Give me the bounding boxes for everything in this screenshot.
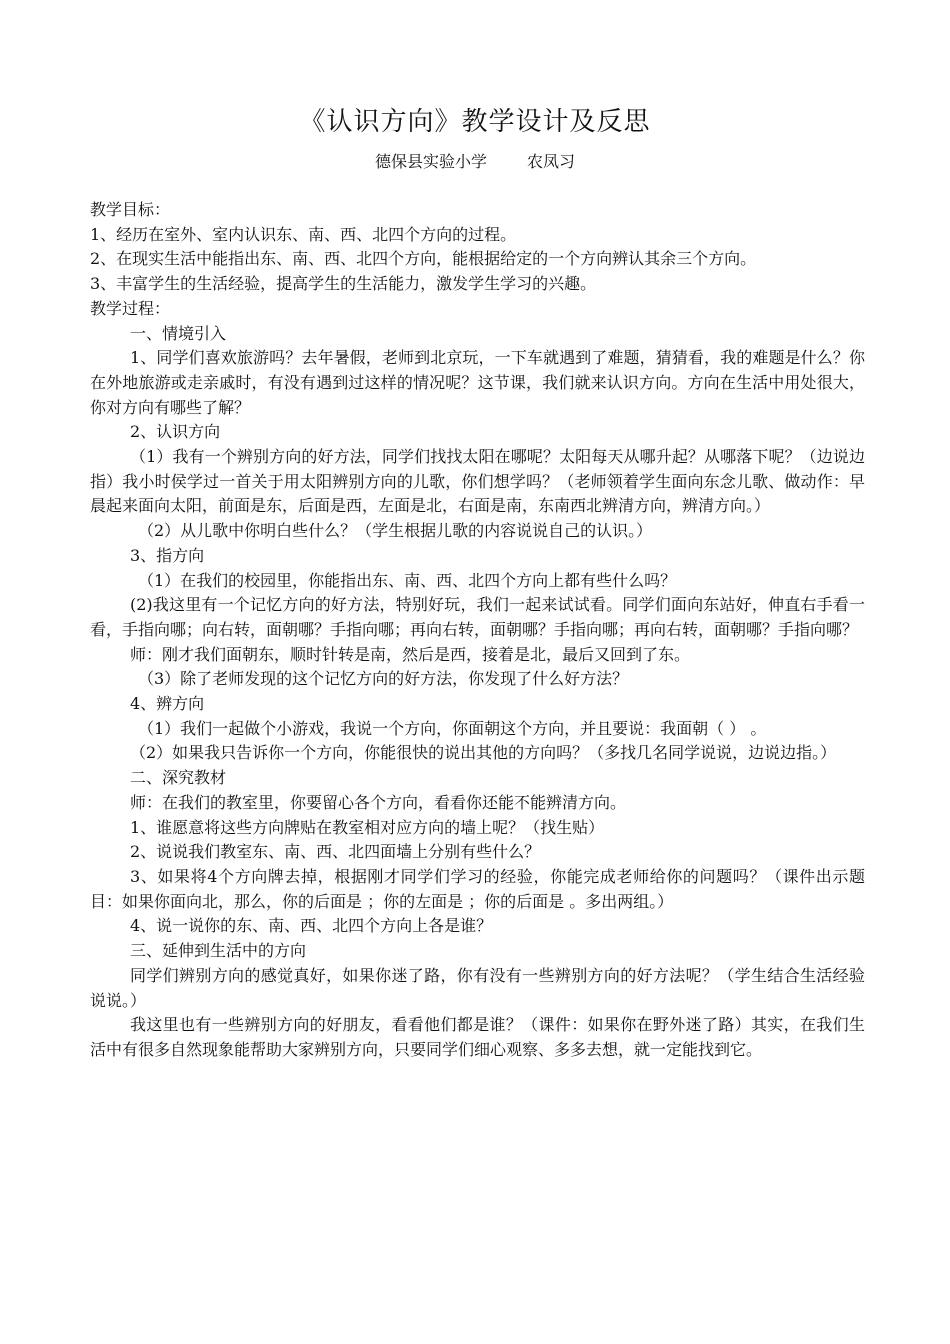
paragraph: 1、谁愿意将这些方向牌贴在教室相对应方向的墙上呢？（找生贴）: [130, 817, 605, 837]
document-body: [90, 198, 865, 1063]
paragraph: （2）从儿歌中你明白些什么？（学生根据儿歌的内容说说自己的认识。）: [138, 521, 653, 541]
paragraph: 3、指方向: [130, 545, 205, 565]
paragraph: 师：在我们的教室里，你要留心各个方向，看看你还能不能辨清方向。: [130, 792, 627, 812]
paragraph: 1、经历在室外、室内认识东、南、西、北四个方向的过程。: [90, 224, 517, 244]
paragraph: 教学过程：: [90, 298, 171, 318]
paragraph: 二、深究教材: [130, 768, 227, 788]
paragraph: （3）除了老师发现的这个记忆方向的好方法，你发现了什么好方法？: [138, 669, 629, 689]
paragraph: 3、丰富学生的生活经验，提高学生的生活能力，激发学生学习的兴趣。: [90, 274, 597, 294]
paragraph: 1、同学们喜欢旅游吗？去年暑假，老师到北京玩，一下车就遇到了难题，猜猜看，我的难题是什么？你在外地旅游或走亲戚时，有没有遇到过这样的情况呢？这节课，我们就来认识方向。方向在生活中用处很大，你对方向有哪些了解？: [90, 348, 865, 417]
paragraph: （1）在我们的校园里，你能指出东、南、西、北四个方向上都有些什么吗？: [138, 570, 677, 590]
paragraph: 2、认识方向: [130, 422, 221, 442]
paragraph: （1）我有一个辨别方向的好方法，同学们找找太阳在哪呢？太阳每天从哪升起？从哪落下呢？（边说边指）我小时侯学过一首关于用太阳辨别方向的儿歌，你们想学吗？（老师领着学生面向东念儿歌、做动作：早晨起来面向太阳，前面是东，后面是西，左面是北，右面是南，东南西北辨清方向，辨清方向。）: [90, 447, 865, 516]
paragraph: 4、辨方向: [130, 694, 205, 714]
paragraph: 4、说一说你的东、南、西、北四个方向上各是谁？: [130, 916, 493, 936]
school-name: 德保县实验小学: [374, 152, 487, 171]
paragraph: 3、如果将4个方向牌去掉，根据刚才同学们学习的经验，你能完成老师给你的问题吗？（课件出示题目：如果你面向北，那么，你的后面是 ；你的左面是 ；你的后面是 。多出两组。）: [90, 866, 865, 911]
author-line: [0, 150, 950, 174]
paragraph: 教学目标：: [90, 200, 171, 219]
paragraph: 一、情境引入: [130, 323, 227, 343]
paragraph: 三、延伸到生活中的方向: [130, 941, 307, 961]
paragraph: 我这里也有一些辨别方向的好朋友，看看他们都是谁？（课件：如果你在野外迷了路）其实，在我们生活中有很多自然现象能帮助大家辨别方向，只要同学们细心观察、多多去想，就一定能找到它。: [90, 1015, 865, 1059]
paragraph: 师：刚才我们面朝东，顺时针转是南，然后是西，接着是北，最后又回到了东。: [130, 644, 691, 664]
paragraph: (2)我这里有一个记忆方向的好方法，特别好玩，我们一起来试试看。同学们面向东站好，伸直右手看一看，手指向哪；向右转，面朝哪？手指向哪；再向右转，面朝哪？手指向哪；再向右转，面朝哪？手指向哪？: [90, 595, 865, 639]
paragraph: 2、在现实生活中能指出东、南、西、北四个方向，能根据给定的一个方向辨认其余三个方向。: [90, 249, 757, 269]
paragraph: （1）我们一起做个小游戏，我说一个方向，你面朝这个方向，并且要说：我面朝（ ） 。: [138, 718, 767, 738]
document-title: 《认识方向》教学设计及反思: [299, 107, 651, 137]
paragraph: （2）如果我只告诉你一个方向，你能很快的说出其他的方向吗？（多找几名同学说说，边说边指。）: [130, 743, 837, 763]
paragraph: 2、说说我们教室东、南、西、北四面墙上分别有些什么？: [130, 842, 541, 862]
author-name: 农凤习: [527, 152, 576, 171]
paragraph: 同学们辨别方向的感觉真好，如果你迷了路，你有没有一些辨别方向的好方法呢？（学生结合生活经验说说。）: [90, 965, 865, 1010]
